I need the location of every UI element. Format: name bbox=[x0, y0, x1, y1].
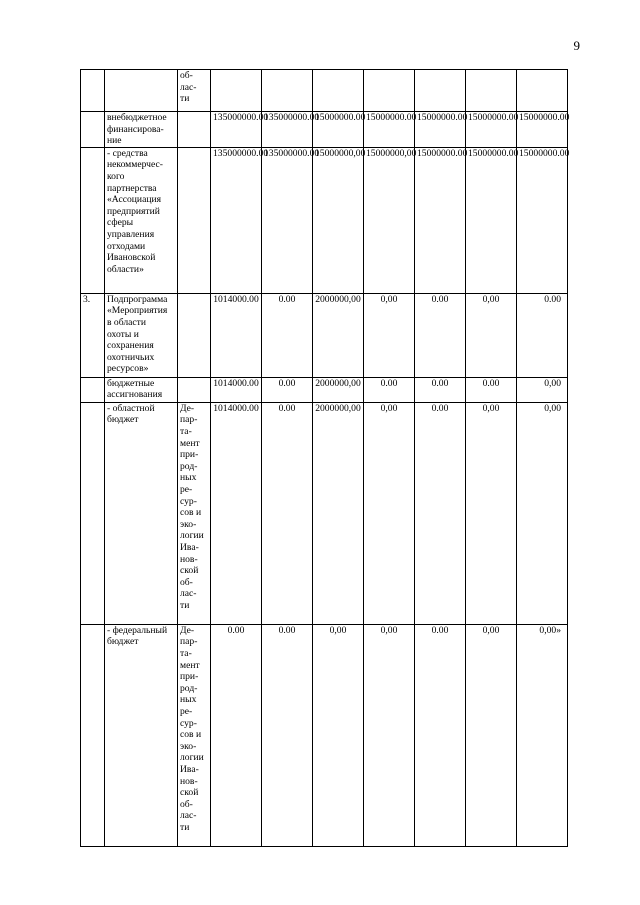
amount-cell bbox=[466, 624, 517, 846]
executor-line: об- bbox=[180, 798, 193, 810]
amount-value: 0,00» bbox=[539, 624, 561, 636]
executor-line: та- bbox=[180, 647, 192, 659]
amount-value: 135000000.00 bbox=[264, 147, 320, 159]
amount-value: 15000000.00 bbox=[417, 147, 468, 159]
amount-cell bbox=[211, 293, 262, 377]
item-name-line: Подпрограмма bbox=[107, 293, 168, 305]
amount-value: 0.00 bbox=[380, 377, 398, 389]
executor-line: Де- bbox=[180, 402, 195, 414]
executor-line: Де- bbox=[180, 624, 195, 636]
executor-cell bbox=[178, 293, 211, 377]
executor-line: об- bbox=[180, 70, 193, 81]
executor-line: род- bbox=[180, 682, 198, 694]
amount-cell bbox=[415, 147, 466, 293]
amount-value: 0.00 bbox=[431, 624, 449, 636]
item-name-line: ресурсов» bbox=[107, 363, 149, 375]
amount-cell bbox=[313, 293, 364, 377]
table-row bbox=[81, 293, 568, 377]
amount-cell bbox=[517, 293, 568, 377]
amount-cell bbox=[466, 402, 517, 624]
executor-line: сур- bbox=[180, 495, 197, 507]
item-name-cell bbox=[105, 293, 178, 377]
executor-cell bbox=[178, 70, 211, 112]
executor-line: эко- bbox=[180, 518, 197, 530]
amount-value: 0,00 bbox=[544, 377, 561, 389]
table-row bbox=[81, 112, 568, 148]
amount-cell bbox=[517, 112, 568, 148]
amount-value: 0,00 bbox=[482, 624, 500, 636]
executor-line: мент bbox=[180, 659, 200, 671]
amount-value: 15000000,00 bbox=[366, 147, 417, 159]
amount-cell bbox=[364, 70, 415, 112]
item-name-line: партнерства bbox=[107, 182, 157, 194]
amount-cell bbox=[211, 377, 262, 402]
amount-cell bbox=[415, 70, 466, 112]
executor-line: лас- bbox=[180, 810, 197, 822]
amount-cell bbox=[364, 112, 415, 148]
amount-value: 1014000.00 bbox=[213, 377, 259, 389]
item-name-line: предприятий bbox=[107, 205, 160, 217]
amount-cell bbox=[364, 293, 415, 377]
executor-cell bbox=[178, 624, 211, 846]
executor-line: ти bbox=[180, 599, 190, 611]
amount-cell bbox=[466, 147, 517, 293]
amount-value: 0.00 bbox=[278, 377, 296, 389]
amount-value: 0.00 bbox=[278, 624, 296, 636]
amount-value: 15000000.00 bbox=[417, 112, 468, 123]
executor-line: нов- bbox=[180, 775, 198, 787]
item-number-cell: 3. bbox=[81, 293, 105, 377]
amount-cell bbox=[313, 624, 364, 846]
amount-value: 2000000,00 bbox=[315, 377, 361, 389]
amount-value: 15000000,00 bbox=[315, 147, 366, 159]
amount-cell bbox=[313, 70, 364, 112]
item-name-line: сферы bbox=[107, 217, 134, 229]
amount-cell bbox=[262, 147, 320, 293]
table-row bbox=[81, 70, 568, 112]
table-row bbox=[81, 377, 568, 402]
amount-cell bbox=[466, 112, 517, 148]
item-number-cell bbox=[81, 112, 105, 148]
amount-cell bbox=[211, 147, 269, 293]
item-name-cell bbox=[105, 377, 178, 402]
amount-value: 1014000.00 bbox=[213, 293, 259, 305]
amount-cell bbox=[313, 147, 364, 293]
executor-line: лас- bbox=[180, 588, 197, 600]
executor-line: ре- bbox=[180, 705, 193, 717]
executor-line: сов и bbox=[180, 729, 202, 741]
amount-value: 0.00 bbox=[431, 402, 449, 414]
amount-cell bbox=[415, 112, 466, 148]
item-name-line: бюджетные bbox=[107, 377, 155, 389]
amount-value: 1014000.00 bbox=[213, 402, 259, 414]
item-number-cell bbox=[81, 402, 105, 624]
item-name-line: внебюджетное bbox=[107, 112, 167, 123]
amount-value: 15000000.00 bbox=[468, 147, 519, 159]
executor-line: ской bbox=[180, 565, 199, 577]
amount-value: 0,00 bbox=[482, 293, 500, 305]
executor-line: ти bbox=[180, 821, 190, 833]
page-number: 9 bbox=[573, 38, 580, 53]
amount-cell bbox=[262, 402, 313, 624]
amount-cell bbox=[262, 70, 313, 112]
item-name-cell bbox=[105, 112, 178, 148]
item-name-line: «Мероприятия bbox=[107, 305, 168, 317]
item-number-cell bbox=[81, 147, 105, 293]
item-name-line: бюджет bbox=[107, 636, 139, 648]
amount-cell bbox=[466, 70, 517, 112]
executor-line: сур- bbox=[180, 717, 197, 729]
executor-cell bbox=[178, 112, 211, 148]
amount-cell bbox=[211, 112, 269, 148]
item-name-line: - федеральный bbox=[107, 624, 168, 636]
executor-line: ных bbox=[180, 472, 197, 484]
amount-cell bbox=[415, 402, 466, 624]
amount-cell bbox=[313, 112, 364, 148]
amount-value: 0,00 bbox=[380, 624, 398, 636]
amount-cell bbox=[517, 147, 568, 293]
amount-cell bbox=[415, 624, 466, 846]
executor-line: при- bbox=[180, 449, 199, 461]
item-name-line: охоты и bbox=[107, 328, 139, 340]
executor-line: мент bbox=[180, 437, 200, 449]
executor-cell bbox=[178, 377, 211, 402]
amount-cell bbox=[364, 402, 415, 624]
table-row bbox=[81, 147, 568, 293]
amount-value: 135000000.00 bbox=[264, 112, 320, 123]
amount-value: 0.00 bbox=[544, 293, 561, 305]
executor-line: та- bbox=[180, 425, 192, 437]
amount-cell bbox=[313, 377, 364, 402]
amount-cell bbox=[364, 377, 415, 402]
amount-value: 15000000.00 bbox=[315, 112, 366, 123]
item-number-cell bbox=[81, 624, 105, 846]
item-name-cell bbox=[105, 624, 178, 846]
amount-cell bbox=[466, 377, 517, 402]
amount-value: 15000000.00 bbox=[519, 112, 570, 123]
amount-cell bbox=[211, 70, 262, 112]
executor-line: ных bbox=[180, 694, 197, 706]
item-name-line: кого bbox=[107, 170, 125, 182]
amount-cell bbox=[211, 624, 262, 846]
item-name-line: бюджет bbox=[107, 414, 139, 426]
amount-value: 2000000,00 bbox=[315, 293, 361, 305]
amount-cell bbox=[415, 377, 466, 402]
amount-value: 15000000.00 bbox=[519, 147, 570, 159]
amount-value: 0.00 bbox=[278, 293, 296, 305]
amount-cell bbox=[517, 624, 568, 846]
item-name-line: охотничьих bbox=[107, 351, 155, 363]
item-name-line: ассигнования bbox=[107, 389, 163, 401]
amount-cell bbox=[466, 293, 517, 377]
item-name-line: области» bbox=[107, 263, 144, 275]
executor-line: ской bbox=[180, 787, 199, 799]
amount-value: 0,00 bbox=[380, 293, 398, 305]
amount-value: 0.00 bbox=[431, 377, 449, 389]
amount-cell bbox=[262, 293, 313, 377]
executor-line: род- bbox=[180, 460, 198, 472]
item-name-line: управления bbox=[107, 228, 155, 240]
amount-value: 15000000.00 bbox=[366, 112, 417, 123]
amount-cell bbox=[211, 402, 262, 624]
executor-line: Ива- bbox=[180, 541, 199, 553]
amount-cell bbox=[364, 624, 415, 846]
amount-cell bbox=[364, 147, 415, 293]
executor-line: эко- bbox=[180, 740, 197, 752]
amount-value: 0,00 bbox=[329, 624, 347, 636]
amount-value: 0,00 bbox=[482, 402, 500, 414]
amount-cell bbox=[517, 70, 568, 112]
amount-cell bbox=[262, 624, 313, 846]
executor-line: сов и bbox=[180, 507, 202, 519]
amount-cell bbox=[517, 377, 568, 402]
amount-value: 0.00 bbox=[227, 624, 245, 636]
item-name-line: - областной bbox=[107, 402, 155, 414]
amount-value: 2000000,00 bbox=[315, 402, 361, 414]
executor-cell bbox=[178, 402, 211, 624]
executor-line: логии bbox=[180, 752, 204, 764]
amount-value: 0,00 bbox=[380, 402, 398, 414]
item-name-line: отходами bbox=[107, 240, 146, 252]
table-row bbox=[81, 624, 568, 846]
executor-line: пар- bbox=[180, 636, 198, 648]
amount-value: 0,00 bbox=[544, 402, 561, 414]
executor-line: логии bbox=[180, 530, 204, 542]
executor-line: пар- bbox=[180, 414, 198, 426]
amount-value: 15000000.00 bbox=[468, 112, 519, 123]
amount-value: 135000000.00 bbox=[213, 147, 269, 159]
item-name-cell bbox=[105, 70, 178, 112]
item-name-line: - средства bbox=[107, 147, 148, 159]
executor-line: Ива- bbox=[180, 763, 199, 775]
executor-cell bbox=[178, 147, 211, 293]
item-name-cell bbox=[105, 402, 178, 624]
program-funding-table bbox=[80, 69, 568, 847]
executor-line: нов- bbox=[180, 553, 198, 565]
item-name-cell bbox=[105, 147, 178, 293]
item-name-line: некоммерчес- bbox=[107, 159, 163, 171]
executor-line: при- bbox=[180, 671, 199, 683]
amount-value: 0.00 bbox=[431, 293, 449, 305]
amount-cell bbox=[415, 293, 466, 377]
item-name-line: «Ассоциация bbox=[107, 194, 162, 206]
amount-cell bbox=[262, 377, 313, 402]
item-number-cell bbox=[81, 70, 105, 112]
executor-line: ре- bbox=[180, 483, 193, 495]
amount-cell bbox=[313, 402, 364, 624]
executor-line: лас- bbox=[180, 81, 197, 93]
amount-cell bbox=[262, 112, 320, 148]
amount-cell bbox=[517, 402, 568, 624]
executor-line: об- bbox=[180, 576, 193, 588]
item-name-line: финансирова- bbox=[107, 123, 164, 135]
item-name-line: ние bbox=[107, 135, 122, 147]
table-row bbox=[81, 402, 568, 624]
item-name-line: сохранения bbox=[107, 340, 154, 352]
amount-value: 135000000.00 bbox=[213, 112, 269, 123]
executor-line: ти bbox=[180, 93, 190, 105]
item-name-line: Ивановской bbox=[107, 252, 156, 264]
amount-value: 0.00 bbox=[278, 402, 296, 414]
item-number-cell bbox=[81, 377, 105, 402]
amount-value: 0.00 bbox=[482, 377, 500, 389]
item-name-line: в области bbox=[107, 316, 146, 328]
